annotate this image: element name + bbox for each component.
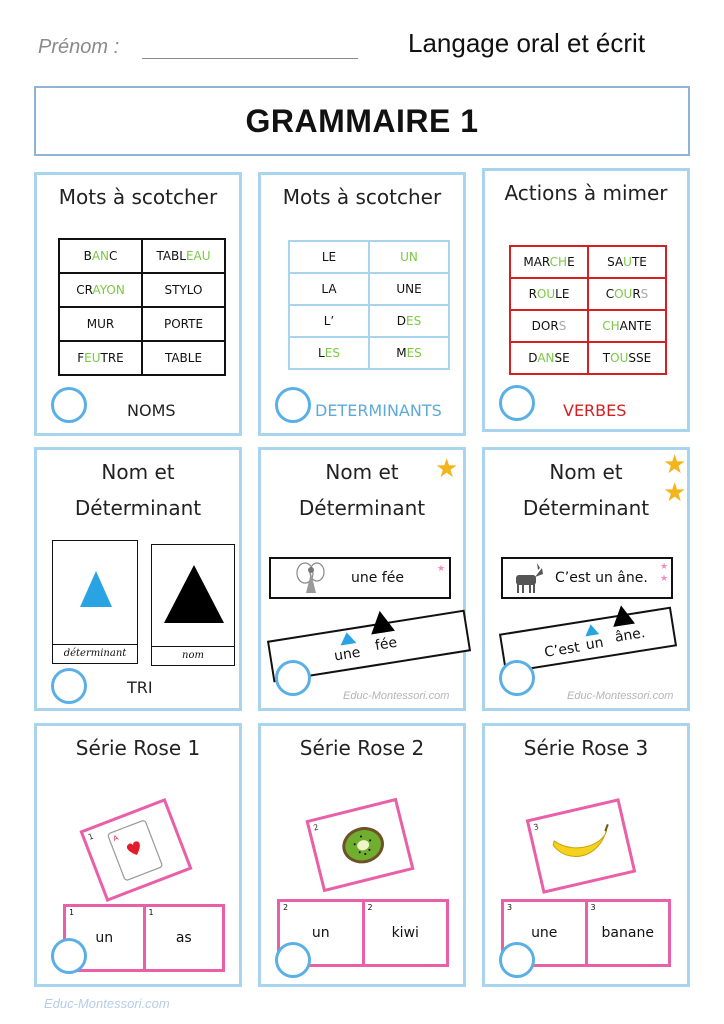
word-cell (142, 341, 225, 375)
determinant-label: déterminant (53, 644, 137, 663)
word-segment: ANTE (619, 319, 652, 333)
word-cell (369, 305, 449, 337)
word-cell (142, 239, 225, 273)
card-serie-rose-3 (482, 723, 690, 987)
category-label: VERBES (563, 401, 627, 420)
nom-word: âne. (613, 625, 647, 646)
check-circle[interactable] (499, 660, 535, 696)
title-box (34, 86, 690, 156)
card-noms (34, 172, 242, 436)
word-segment: LE (321, 250, 337, 264)
nom-word: kiwi (391, 925, 419, 941)
word-row (289, 273, 449, 305)
category-label: NOMS (127, 401, 176, 420)
word-segment: B (83, 249, 92, 263)
word-segment: ES (324, 346, 340, 360)
check-circle[interactable] (499, 942, 535, 978)
category-label: DETERMINANTS (315, 401, 442, 420)
word-segment: MAR (523, 255, 550, 269)
word-segment: TABL (156, 249, 186, 263)
word-segment: EAU (185, 249, 211, 263)
word-segment: LE (555, 287, 570, 301)
word-segment: CR (76, 283, 93, 297)
word-segment: D (528, 351, 538, 365)
word-segment: R (528, 287, 537, 301)
nom-card (151, 544, 235, 666)
word-row (59, 341, 225, 375)
nom-label: nom (152, 646, 234, 665)
check-circle[interactable] (51, 938, 87, 974)
black-triangle-icon (365, 606, 397, 638)
card-title: Mots à scotcher (282, 185, 442, 209)
word-segment: C (109, 249, 118, 263)
nom-word: as (175, 930, 192, 946)
word-segment: SSE (628, 351, 652, 365)
word-cell (289, 337, 369, 369)
word-row (59, 273, 225, 307)
word-segment: D (396, 314, 407, 328)
donkey-icon (507, 562, 545, 596)
word-segment: C (605, 287, 615, 301)
det-word: une (531, 925, 558, 941)
footer-watermark: Educ-Montessori.com (44, 996, 170, 1011)
word-cell (588, 310, 666, 342)
word-cell (369, 273, 449, 305)
word-cell (59, 341, 142, 375)
card-nom-determinant-2 (482, 447, 690, 711)
word-cell (289, 305, 369, 337)
check-circle[interactable] (275, 387, 311, 423)
card-number: 3 (532, 822, 540, 833)
word-segment: ES (406, 314, 422, 328)
word-segment: F (77, 351, 85, 365)
word-segment: TRE (100, 351, 124, 365)
phrase-text: C’est un âne. (555, 570, 648, 586)
cell-number: 1 (69, 908, 75, 917)
word-segment: M (396, 346, 407, 360)
card-tri (34, 447, 242, 711)
card-title: Série Rose 1 (75, 736, 201, 760)
word-segment: MUR (86, 317, 115, 331)
word-cell (588, 246, 666, 278)
phrase-text: une fée (351, 570, 404, 586)
check-circle[interactable] (51, 387, 87, 423)
word-row (289, 337, 449, 369)
black-triangle-icon (152, 545, 236, 640)
pink-star-icon: ★ (660, 574, 669, 584)
cell-number: 1 (148, 908, 154, 917)
word-row (510, 342, 666, 374)
word-segment: OU (536, 287, 556, 301)
card-number: 2 (312, 822, 320, 833)
word-cell (510, 278, 588, 310)
word-segment: OU (614, 287, 633, 301)
word-segment: DOR (531, 319, 559, 333)
subject-title: Langage oral et écrit (408, 28, 646, 58)
check-circle[interactable] (275, 942, 311, 978)
word-segment: AN (537, 351, 555, 365)
card-title: Série Rose 2 (299, 736, 425, 760)
card-title-line2: Déterminant (74, 496, 202, 520)
det-word: un (95, 930, 114, 946)
nom-cell (143, 907, 223, 969)
word-segment: AYON (92, 283, 125, 297)
word-row (289, 241, 449, 273)
word-segment: SA (607, 255, 624, 269)
word-row (59, 239, 225, 273)
word-segment: AN (91, 249, 110, 263)
word-segment: UNE (396, 282, 422, 296)
card-title-line2: Déterminant (298, 496, 426, 520)
star-icon: ★ (663, 450, 687, 480)
picture-card (305, 798, 414, 893)
word-segment: CH (549, 255, 568, 269)
fairy-icon (293, 561, 327, 595)
card-title: Nom et (549, 460, 623, 484)
word-segment: STYLO (164, 283, 203, 297)
prenom-line[interactable] (142, 58, 358, 59)
category-label: TRI (127, 678, 153, 697)
word-segment: L’ (323, 314, 335, 328)
word-segment: SE (554, 351, 570, 365)
word-segment: EU (84, 351, 101, 365)
det-word: un (311, 925, 330, 941)
card-title: Nom et (101, 460, 175, 484)
nom-cell (585, 902, 669, 964)
word-row (289, 305, 449, 337)
watermark: Educ-Montessori.com (343, 690, 450, 702)
card-number: 1 (86, 831, 95, 842)
blue-triangle-icon (53, 541, 139, 636)
card-nom-determinant-1 (258, 447, 466, 711)
word-segment: LA (321, 282, 337, 296)
star-icon: ★ (435, 454, 459, 484)
card-title: Série Rose 3 (523, 736, 649, 760)
cell-number: 2 (367, 903, 373, 912)
word-segment: R (632, 287, 641, 301)
word-segment: S (640, 287, 649, 301)
phrase-strip (269, 557, 451, 599)
watermark: Educ-Montessori.com (567, 690, 674, 702)
word-cell (59, 273, 142, 307)
playing-card-icon (105, 816, 170, 885)
word-cell (369, 241, 449, 273)
det-word: un (584, 634, 605, 654)
banana-icon (546, 818, 618, 875)
cell-number: 3 (590, 903, 596, 912)
word-row (510, 278, 666, 310)
card-title: Mots à scotcher (58, 185, 218, 209)
cell-number: 2 (283, 903, 289, 912)
words-table (288, 240, 450, 370)
words-table (509, 245, 667, 375)
word-cell (369, 337, 449, 369)
word-cell (510, 246, 588, 278)
word-cell (59, 307, 142, 341)
word-segment: TE (631, 255, 647, 269)
word-segment: ES (406, 346, 422, 360)
word-cell (289, 273, 369, 305)
page-title: GRAMMAIRE 1 (245, 102, 479, 139)
kiwi-icon (333, 815, 394, 876)
word-cell (142, 307, 225, 341)
determinant-card (52, 540, 138, 664)
word-cell (59, 239, 142, 273)
word-1: C’est (543, 639, 581, 661)
word-row (63, 904, 225, 972)
word-cell (588, 278, 666, 310)
card-serie-rose-2 (258, 723, 466, 987)
word-cell (510, 310, 588, 342)
word-segment: S (558, 319, 567, 333)
pink-star-icon: ★ (660, 562, 669, 572)
word-cell (588, 342, 666, 374)
word-segment: T (602, 351, 611, 365)
check-circle[interactable] (51, 668, 87, 704)
word-cell (510, 342, 588, 374)
picture-card (526, 798, 637, 894)
card-title: Nom et (325, 460, 399, 484)
check-circle[interactable] (499, 385, 535, 421)
nom-word: banane (601, 925, 654, 941)
word-segment: UN (400, 250, 418, 264)
det-word: une (332, 644, 362, 665)
word-cell (289, 241, 369, 273)
card-serie-rose-1 (34, 723, 242, 987)
phrase-strip (501, 557, 673, 599)
word-segment: TABLE (164, 351, 203, 365)
check-circle[interactable] (275, 660, 311, 696)
word-segment: E (567, 255, 575, 269)
words-table (58, 238, 226, 376)
nom-word: fée (373, 634, 399, 654)
card-determinants (258, 172, 466, 436)
word-row (510, 310, 666, 342)
card-verbes (482, 168, 690, 432)
word-cell (142, 273, 225, 307)
prenom-label: Prénom : (38, 36, 120, 58)
word-row (510, 246, 666, 278)
nom-cell (362, 902, 447, 964)
card-title-line2: Déterminant (522, 496, 650, 520)
star-icon: ★ (663, 478, 687, 508)
word-segment: U (623, 255, 632, 269)
word-segment: L (318, 346, 325, 360)
svg-text:A: A (112, 833, 120, 844)
word-row (59, 307, 225, 341)
card-title: Actions à mimer (504, 181, 668, 205)
word-segment: PORTE (163, 317, 204, 331)
pink-star-icon: ★ (437, 564, 446, 574)
picture-card (79, 798, 192, 902)
word-segment: CH (602, 319, 620, 333)
word-segment: OU (610, 351, 629, 365)
cell-number: 3 (507, 903, 513, 912)
